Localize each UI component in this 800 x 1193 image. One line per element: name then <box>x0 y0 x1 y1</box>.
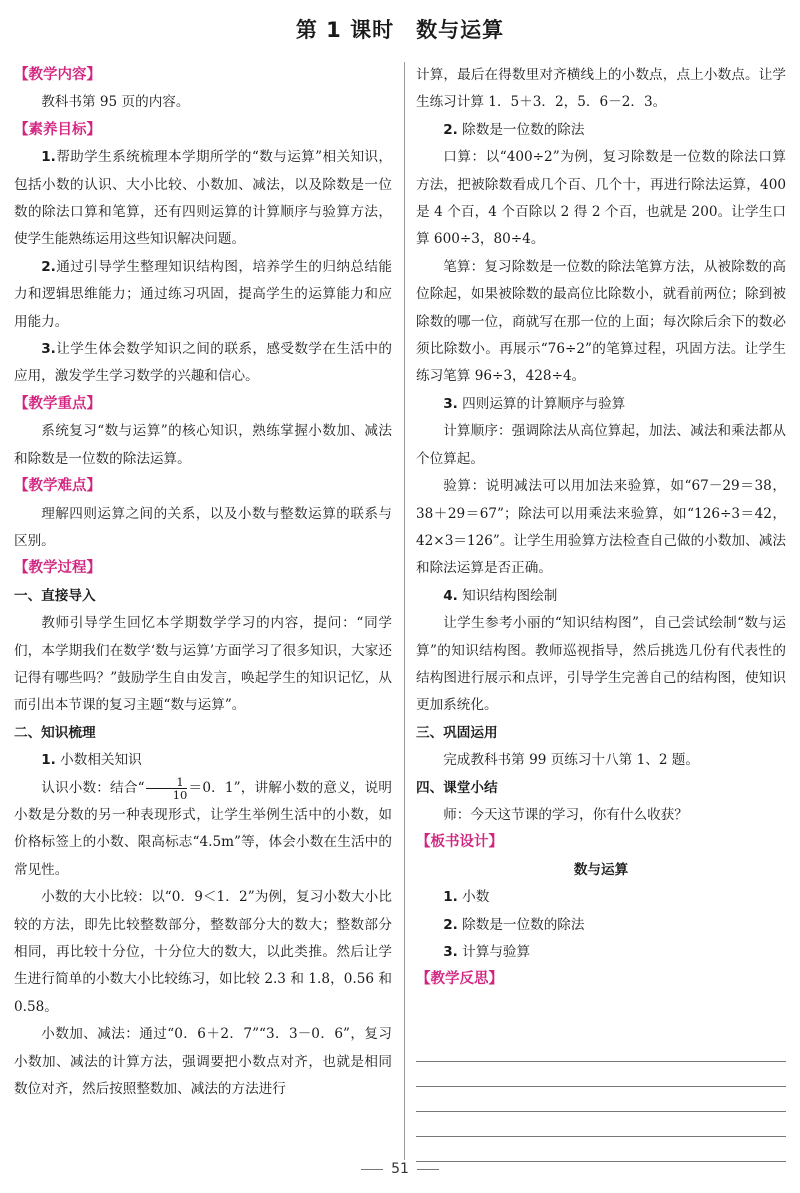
section-tag-process: 【教学过程】 <box>14 560 101 577</box>
writing-line <box>416 1062 786 1087</box>
board-item: 1. 小数 <box>443 889 490 906</box>
footer-dash <box>417 1169 439 1170</box>
check-text: 验算：说明减法可以用加法来验算，如“67－29＝38，38＋29＝67”；除法可以用乘法来验算，如“126÷3＝42，42×3＝126”。让学生用验算方法检查自己做的小数加、减法和除法运算是否正确。 <box>416 478 786 577</box>
page-number: 51 <box>391 1161 409 1177</box>
difficulties-text: 理解四则运算之间的关系，以及小数与整数运算的联系与区别。 <box>14 505 392 549</box>
knowledge-map-text: 让学生参考小丽的“知识结构图”，自己尝试绘制“数与运算”的知识结构图。教师巡视指导，然后挑选几份有代表性的结构图进行展示和点评，引导学生完善自己的结构图，使知识更加系统化。 <box>416 615 786 714</box>
goal-2: 2.通过引导学生整理知识结构图，培养学生的归纳总结能力和逻辑思维能力；通过练习巩固，提高学生的运算能力和应用能力。 <box>14 258 392 330</box>
order-text: 计算顺序：强调除法从高位算起，加法、减法和乘法都从个位算起。 <box>416 423 786 467</box>
section-heading-review: 二、知识梳理 <box>14 724 96 741</box>
board-title: 数与运算 <box>573 861 629 878</box>
board-item: 2. 除数是一位数的除法 <box>443 916 585 933</box>
key-points-text: 系统复习“数与运算”的核心知识，熟练掌握小数加、减法和除数是一位数的除法运算。 <box>14 423 392 467</box>
footer-dash <box>361 1169 383 1170</box>
summary-text: 师：今天这节课的学习，你有什么收获？ <box>443 806 688 823</box>
board-item: 3. 计算与验算 <box>443 944 531 960</box>
section-heading-practice: 三、巩固运用 <box>416 724 498 741</box>
section-tag-key-points: 【教学重点】 <box>14 395 101 412</box>
content-text: 教科书第 95 页的内容。 <box>41 94 190 111</box>
oral-calc-text: 口算：以“400÷2”为例，复习除数是一位数的除法口算方法，把被除数看成几个百、几个十，再进行除法运算，400 是 4 个百，4 个百除以 2 得 2 个百，也就是 200。让学生口算 600÷3，80÷4。 <box>416 149 786 248</box>
writing-line <box>416 1037 786 1062</box>
subheading-division: 2. 除数是一位数的除法 <box>443 121 585 138</box>
section-tag-board: 【板书设计】 <box>416 834 503 851</box>
practice-text: 完成教科书第 99 页练习十八第 1、2 题。 <box>443 752 699 769</box>
subheading-order-check: 3. 四则运算的计算顺序与验算 <box>443 395 626 412</box>
section-heading-intro: 一、直接导入 <box>14 587 96 604</box>
fraction-one-tenth: $\frac{1}{10}$ <box>146 776 188 801</box>
intro-text: 教师引导学生回忆本学期数学学习的内容，提问：“同学们，本学期我们在数学‘数与运算’方面学习了很多知识，大家还记得有哪些吗？”鼓励学生自由发言，唤起学生的知识记忆，从而引出本节课的复习主题“数与运算”。 <box>14 615 392 714</box>
writing-line <box>416 1137 786 1162</box>
writing-line <box>416 1087 786 1112</box>
left-column <box>14 62 392 1103</box>
decimal-addsub-text: 小数加、减法：通过“0．6＋2．7”“3．3－0．6”，复习小数加、减法的计算方法，强调要把小数点对齐，也就是相同数位对齐，然后按照整数加、减法的方法进行 <box>14 1026 392 1098</box>
writing-line <box>416 1112 786 1137</box>
page-footer <box>0 1161 800 1177</box>
goal-1: 1.帮助学生系统梳理本学期所学的“数与运算”相关知识，包括小数的认识、大小比较、小数加、减法，以及除数是一位数的除法口算和笔算，还有四则运算的计算顺序与验算方法，使学生能熟练运用这些知识解决问题。 <box>14 149 392 248</box>
subheading-decimals: 1. 小数相关知识 <box>41 752 142 769</box>
section-tag-goals: 【素养目标】 <box>14 121 101 138</box>
continued-text: 计算，最后在得数里对齐横线上的小数点，点上小数点。让学生练习计算 1．5＋3．2，5．6－2．3。 <box>416 67 786 111</box>
section-tag-reflection: 【教学反思】 <box>416 971 503 988</box>
section-tag-content: 【教学内容】 <box>14 67 101 83</box>
decimal-compare-text: 小数的大小比较：以“0．9＜1．2”为例，复习小数大小比较的方法，即先比较整数部分，整数部分大的数大；整数部分相同，再比较十分位，十分位大的数大，以此类推。然后让学生进行简单的小数大小比较练习，如比较 2.3 和 1.8，0.56 和 0.58。 <box>14 889 392 1015</box>
column-divider <box>404 62 405 1160</box>
subheading-knowledge-map: 4. 知识结构图绘制 <box>443 587 558 604</box>
section-heading-summary: 四、课堂小结 <box>416 779 498 796</box>
section-tag-difficulties: 【教学难点】 <box>14 478 101 495</box>
reflection-writing-lines <box>416 1037 786 1162</box>
page-title: 第 1 课时 数与运算 <box>295 18 505 42</box>
goal-3: 3.让学生体会数学知识之间的联系，感受数学在生活中的应用，激发学生学习数学的兴趣和信心。 <box>14 341 392 385</box>
written-calc-text: 笔算：复习除数是一位数的除法笔算方法，从被除数的高位除起，如果被除数的最高位比除数小，就看前两位；除到被除数的哪一位，商就写在那一位的上面；每次除后余下的数必须比除数小。再展示“76÷2”的笔算过程，巩固方法。让学生练习笔算 96÷3，428÷4。 <box>416 258 786 385</box>
decimal-recognition-text: 认识小数：结合“ $\frac{1}{10}$ ＝0．1”，讲解小数的意义，说明小数是分数的另一种表现形式，让学生举例生活中的小数，如价格标签上的小数、限高标志“4.5m”等，体会小数在生活中的常见性。 <box>14 774 393 878</box>
right-column <box>416 62 786 994</box>
